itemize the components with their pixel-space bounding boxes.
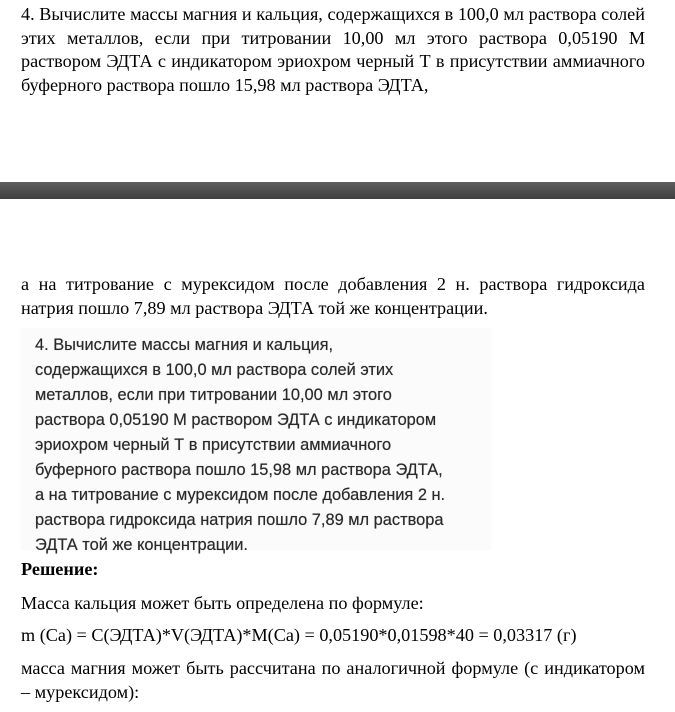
problem-text-part2: а на титрование с мурексидом после добавления 2 н. раствора гидроксида натрия пошло 7,89 мл раствора ЭДТА той же концентрации. [21,274,645,318]
page-divider-bar [0,182,675,199]
solution-heading: Решение: [21,559,99,579]
problem-text-part1: 4. Вычислите массы магния и кальция, содержащихся в 100,0 мл раствора солей этих металлов, если при титровании 10,00 мл этого раствора 0,05190 М раствором ЭДТА с индикатором эриохром черный Т в присутствии аммиачного буферного раствора пошло 15,98 мл раствора ЭДТА, [21,4,645,95]
solution-formula-calcium: m (Ca) = C(ЭДТА)*V(ЭДТА)*M(Ca) = 0,05190*0,01598*40 = 0,03317 (г) [21,625,577,645]
solution-line-magnesium-intro: масса магния может быть рассчитана по аналогичной формуле (с индикатором – мурексидом): [21,658,645,702]
solution-line-calcium-intro: Масса кальция может быть определена по формуле: [21,593,424,613]
scanned-problem-image [21,328,491,554]
scanned-problem-text: 4. Вычислите массы магния и кальция, содержащихся в 100,0 мл раствора солей этих металлов, если при титровании 10,00 мл этого раствора 0,05190 М раствором ЭДТА с индикатором эриохром черный Т в присутствии аммиачного буферного раствора пошло 15,98 мл раствора ЭДТА, а на титрование с мурексидом после добавления 2 н. раствора гидроксида натрия пошло 7,89 мл раствора ЭДТА той же концентрации. [35,336,446,554]
